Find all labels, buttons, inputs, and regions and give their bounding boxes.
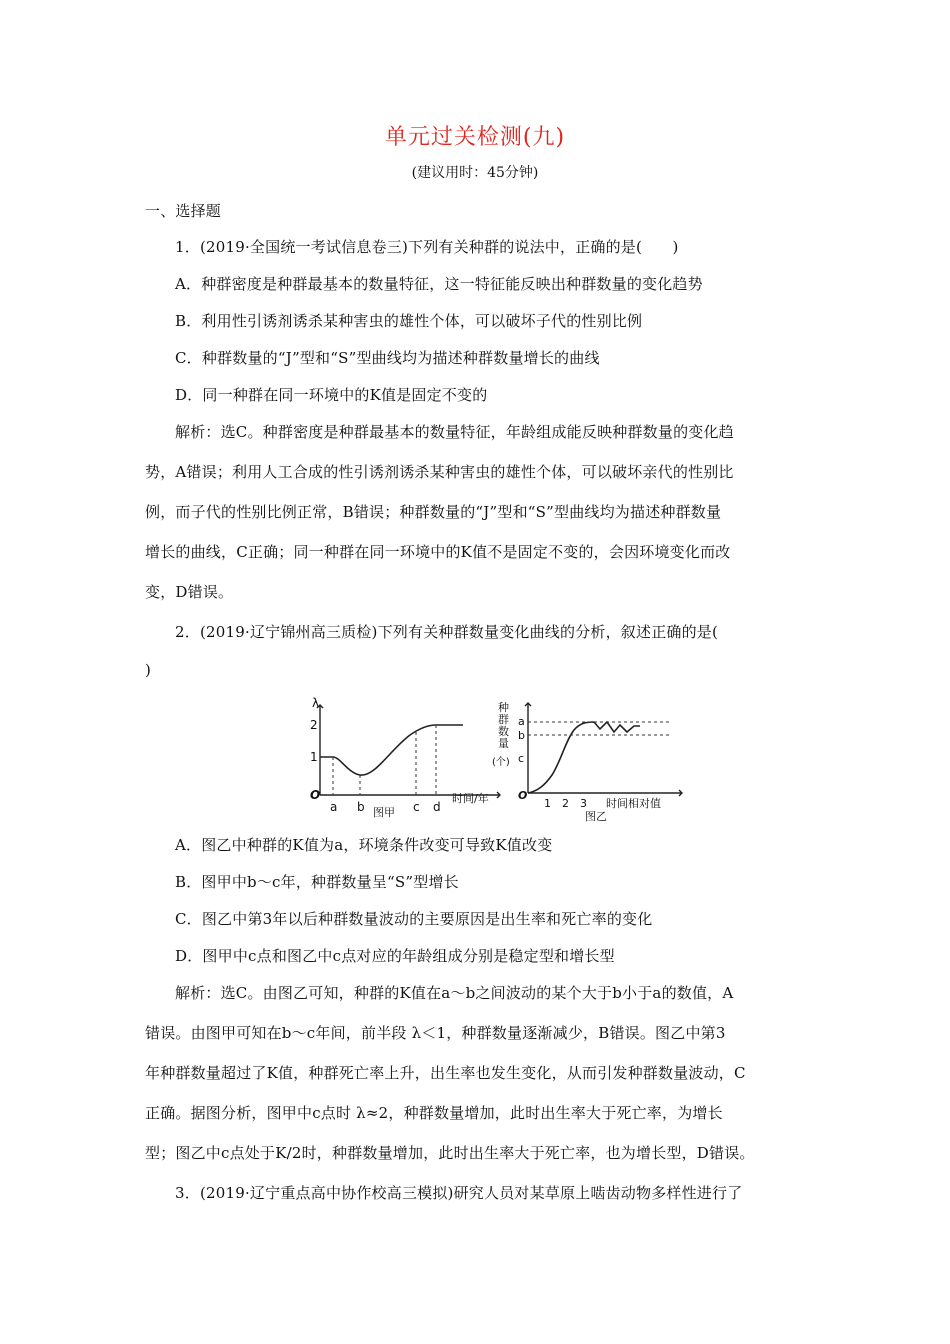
q2-option-a: A．图乙中种群的K值为a，环境条件改变可导致K值改变 [175,836,553,854]
fig-jia-xtick: b [357,800,365,814]
fig-yi-xtick: 2 [562,797,569,810]
q2-analysis-line: 年种群数量超过了K值，种群死亡率上升，出生率也发生变化，从而引发种群数量波动，C [145,1064,746,1082]
fig-jia-xtick: a [330,800,338,814]
figure-yi [490,695,690,825]
q2-analysis-line: 解析：选C。由图乙可知，种群的K值在a～b之间波动的某个大于b小于a的数值，A [175,984,734,1002]
fig-yi-ylevel: b [518,729,525,742]
q2-analysis-line: 正确。据图分析，图甲中c点时 λ≈2，种群数量增加，此时出生率大于死亡率，为增长 [145,1104,723,1122]
document-title: 单元过关检测(九) [384,125,566,150]
fig-jia-xtick: c [413,800,420,814]
q1-stem: 1．(2019·全国统一考试信息卷三)下列有关种群的说法中，正确的是( ) [175,238,679,256]
q2-stem: 2．(2019·辽宁锦州高三质检)下列有关种群数量变化曲线的分析，叙述正确的是( [175,623,719,641]
section-heading: 一、选择题 [145,202,222,220]
q1-option-a: A．种群密度是种群最基本的数量特征，这一特征能反映出种群数量的变化趋势 [175,275,703,293]
fig-yi-xlabel: 时间相对值 [606,797,661,810]
population-curve [528,722,640,793]
fig-jia-caption: 图甲 [373,806,395,819]
fig-yi-caption: 图乙 [585,810,607,823]
fig-yi-ylabel: (个) [492,757,510,768]
q1-option-b: B．利用性引诱剂诱杀某种害虫的雄性个体，可以破坏子代的性别比例 [175,312,643,330]
fig-yi-ylevel: a [518,715,525,728]
fig-yi-ylevel: c [518,752,525,765]
fig-yi-origin: O [518,789,528,802]
fig-jia-origin: O [310,788,321,802]
q1-analysis-line: 解析：选C。种群密度是种群最基本的数量特征，年龄组成能反映种群数量的变化趋 [175,423,734,441]
q3-stem: 3．(2019·辽宁重点高中协作校高三模拟)研究人员对某草原上啮齿动物多样性进行了 [175,1184,743,1202]
q1-analysis-line: 增长的曲线，C正确；同一种群在同一环境中的K值不是固定不变的，会因环境变化而改 [145,543,731,561]
q2-stem-close: ) [145,661,152,679]
fig-jia-ytick: 2 [310,718,318,732]
fig-jia-xlabel: 时间/年 [452,792,489,805]
q1-analysis-line: 例，而子代的性别比例正常，B错误；种群数量的“J”型和“S”型曲线均为描述种群数量 [145,503,722,521]
figure-jia [300,695,510,825]
q2-option-d: D．图甲中c点和图乙中c点对应的年龄组成分别是稳定型和增长型 [175,947,615,965]
q2-analysis-line: 型；图乙中c点处于K/2时，种群数量增加，此时出生率大于死亡率，也为增长型，D错误。 [145,1144,755,1162]
fig-jia-ytick: 1 [310,750,318,764]
time-hint: (建议用时：45分钟) [411,165,539,181]
q1-analysis-line: 变，D错误。 [145,583,234,601]
fig-yi-ylabel: 种 [498,701,509,714]
fig-yi-ylabel: 群 [498,713,509,726]
lambda-curve [320,725,463,775]
fig-yi-xtick: 3 [580,797,587,810]
q2-option-c: C．图乙中第3年以后种群数量波动的主要原因是出生率和死亡率的变化 [175,910,653,928]
q1-option-d: D．同一种群在同一环境中的K值是固定不变的 [175,386,488,404]
q1-option-c: C．种群数量的“J”型和“S”型曲线均为描述种群数量增长的曲线 [175,349,600,367]
fig-yi-ylabel: 量 [498,737,509,750]
q2-option-b: B．图甲中b～c年，种群数量呈“S”型增长 [175,873,459,891]
fig-yi-ylabel: 数 [498,725,509,738]
q2-analysis-line: 错误。由图甲可知在b～c年间，前半段 λ＜1，种群数量逐渐减少，B错误。图乙中第3 [145,1024,726,1042]
fig-jia-ylabel: λ [312,696,320,710]
fig-jia-xtick: d [433,800,441,814]
q1-analysis-line: 势，A错误；利用人工合成的性引诱剂诱杀某种害虫的雄性个体，可以破坏亲代的性别比 [145,463,734,481]
fig-yi-xtick: 1 [544,797,551,810]
